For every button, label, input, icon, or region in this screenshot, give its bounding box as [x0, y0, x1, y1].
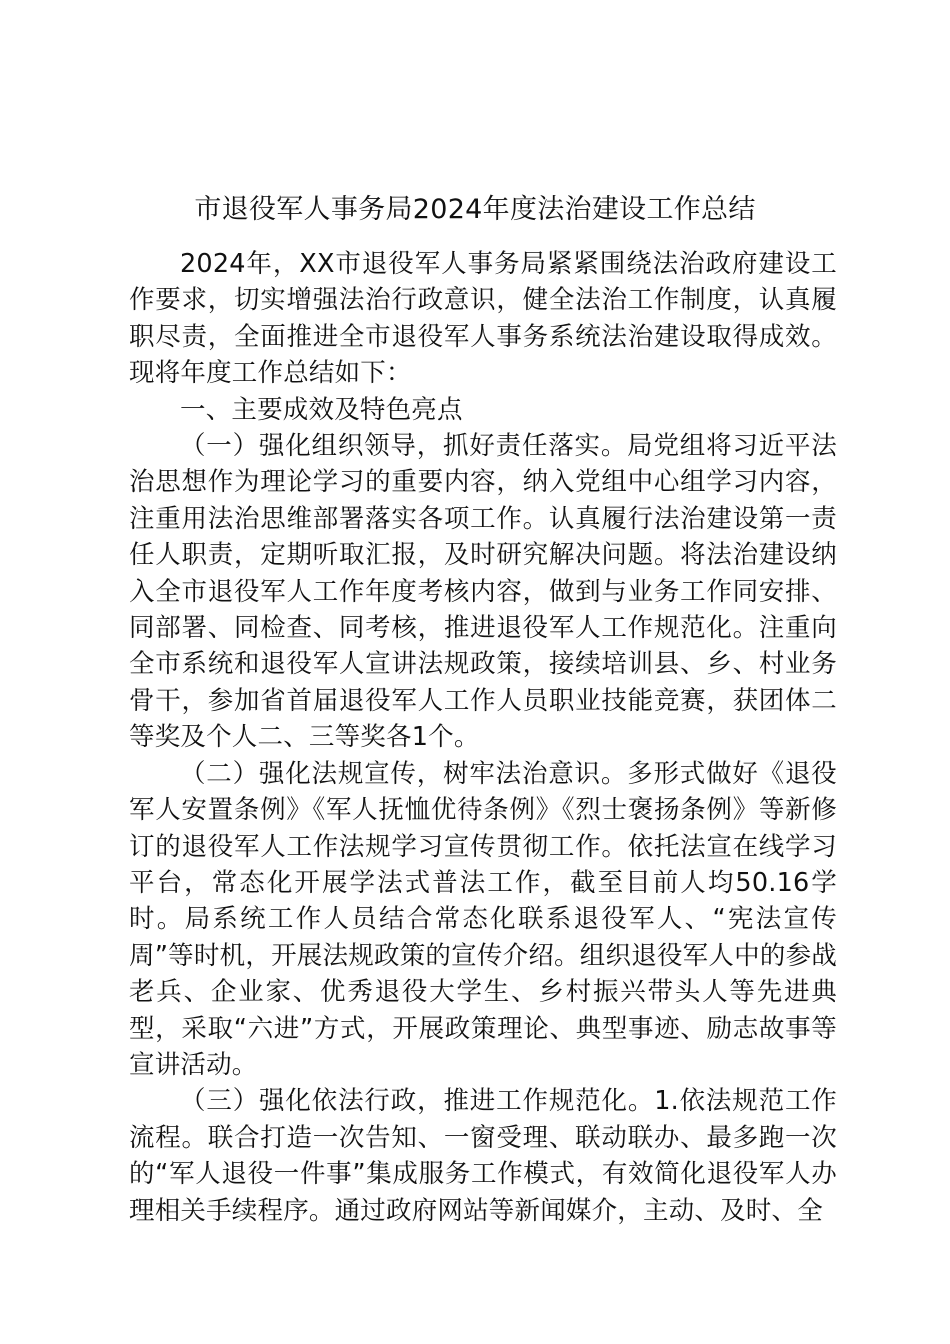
- body-paragraph: （一）强化组织领导，抓好责任落实。局党组将习近平法治思想作为理论学习的重要内容，纳入党组中心组学习内容，注重用法治思维部署落实各项工作。认真履行法治建设第一责任人职责，定期听取汇报，及时研究解决问题。将法治建设纳入全市退役军人工作年度考核内容，做到与业务工作同安排、同部署、同检查、同考核，推进退役军人工作规范化。注重向全市系统和退役军人宣讲法规政策，接续培训县、乡、村业务骨干，参加省首届退役军人工作人员职业技能竞赛，获团体二等奖及个人二、三等奖各1个。: [129, 431, 837, 753]
- intro-paragraph: 2024年，XX市退役军人事务局紧紧围绕法治政府建设工作要求，切实增强法治行政意识，健全法治工作制度，认真履职尽责，全面推进全市退役军人事务系统法治建设取得成效。现将年度工作总结如下：: [129, 249, 837, 389]
- document-body: [129, 246, 837, 1229]
- document-title: 市退役军人事务局2024年度法治建设工作总结: [194, 194, 756, 225]
- section-heading: 一、主要成效及特色亮点: [180, 394, 463, 425]
- body-paragraph: （二）强化法规宣传，树牢法治意识。多形式做好《退役军人安置条例》《军人抚恤优待条例》《烈士褒扬条例》等新修订的退役军人工作法规学习宣传贯彻工作。依托法宣在线学习平台，常态化开展学法式普法工作，截至目前人均50.16学时。局系统工作人员结合常态化联系退役军人、“宪法宣传周”等时机，开展法规政策的宣传介绍。组织退役军人中的参战老兵、企业家、优秀退役大学生、乡村振兴带头人等先进典型，采取“六进”方式，开展政策理论、典型事迹、励志故事等宣讲活动。: [129, 758, 837, 1080]
- body-paragraph: （三）强化依法行政，推进工作规范化。1.依法规范工作流程。联合打造一次告知、一窗受理、联动联办、最多跑一次的“军人退役一件事”集成服务工作模式，有效简化退役军人办理相关手续程序。通过政府网站等新闻媒介，主动、及时、全: [129, 1086, 837, 1226]
